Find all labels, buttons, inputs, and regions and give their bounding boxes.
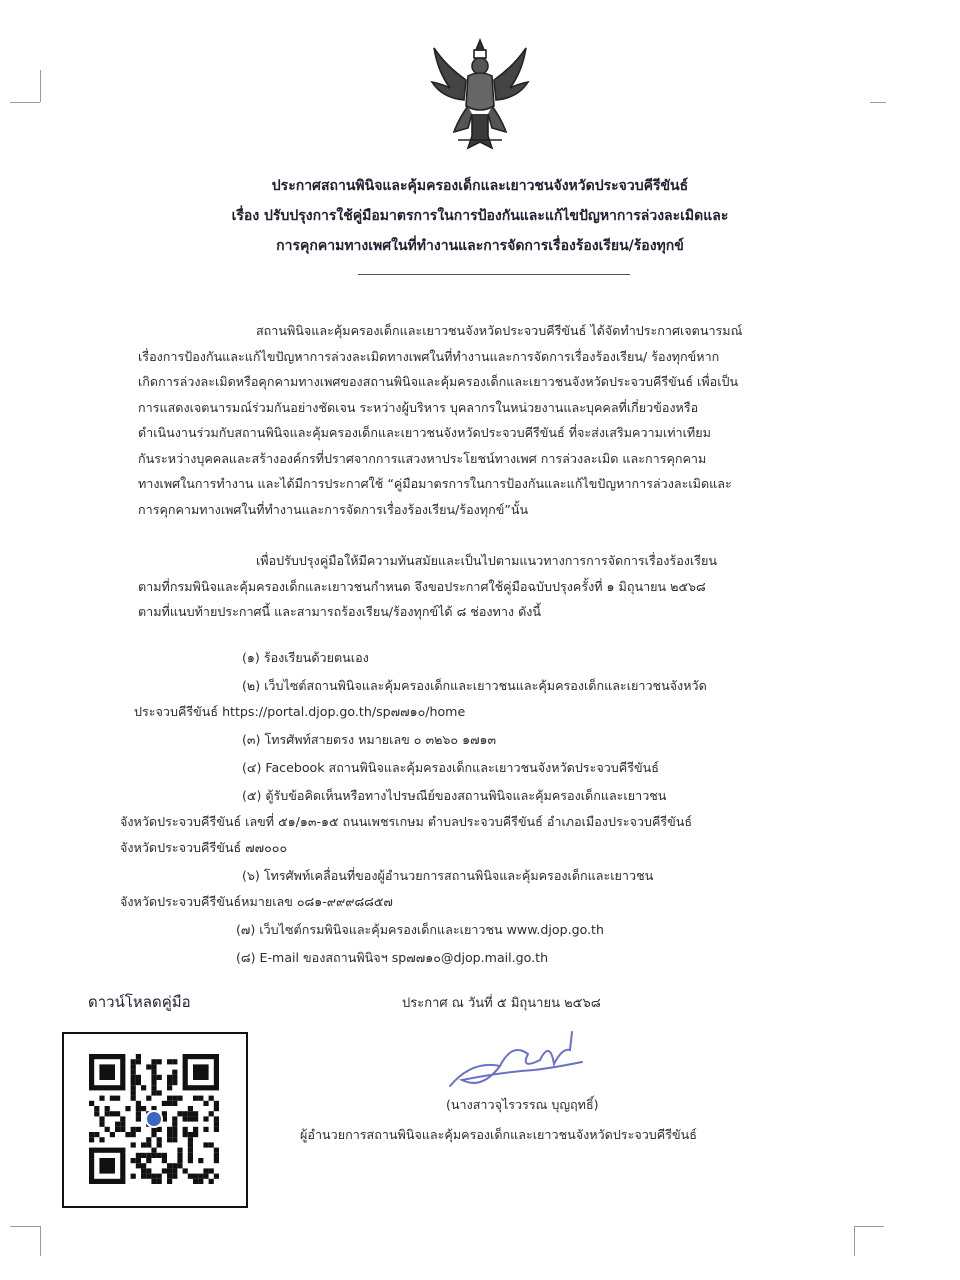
paragraph-2: [138, 548, 838, 625]
announcement-date: ประกาศ ณ วันที่ ๕ มิถุนายน ๒๕๖๘: [402, 996, 601, 1011]
crop-mark-bottom-right: [854, 1226, 855, 1256]
channel-5: (๕) ตู้รับข้อคิดเห็นหรือทางไปรษณีย์ของสถานพินิจและคุ้มครองเด็กและเยาวชน: [242, 788, 667, 803]
p1-line: ทางเพศในการทำงาน และได้มีการประกาศใช้ “คู่มือมาตรการในการป้องกันและแก้ไขปัญหาการล่วงละเมิดและ: [138, 476, 732, 491]
download-manual-label: ดาวน์โหลดคู่มือ: [88, 993, 191, 1011]
announcement-title: ประกาศสถานพินิจและคุ้มครองเด็กและเยาวชนจังหวัดประจวบคีรีขันธ์: [271, 178, 689, 194]
crop-mark-bottom-right-h: [854, 1226, 884, 1227]
announcement-subject-cont: การคุกคามทางเพศในที่ทำงานและการจัดการเรื่องร้องเรียน/ร้องทุกข์: [276, 238, 684, 254]
p2-line: เพื่อปรับปรุงคู่มือให้มีความทันสมัยและเป็นไปตามแนวทางการการจัดการเรื่องร้องเรียน: [256, 553, 717, 568]
announcement-subject: เรื่อง ปรับปรุงการใช้คู่มือมาตรการในการป้องกันและแก้ไขปัญหาการล่วงละเมิดและ: [231, 208, 729, 224]
p1-line: การคุกคามทางเพศในที่ทำงานและการจัดการเรื่องร้องเรียน/ร้องทุกข์”นั้น: [138, 501, 529, 517]
p1-line: ดำเนินงานร่วมกับสถานพินิจและคุ้มครองเด็กและเยาวชนจังหวัดประจวบคีรีขันธ์ ที่จะส่งเสริมความเท่าเทียม: [138, 425, 711, 440]
crop-mark-top-left: [40, 70, 41, 102]
channel-5-address: จังหวัดประจวบคีรีขันธ์ เลขที่ ๕๑/๑๓-๑๕ ถนนเพชรเกษม ตำบลประจวบคีรีขันธ์ อำเภอเมืองประจวบคีรีขันธ์: [120, 814, 693, 829]
crop-mark-bottom-left: [40, 1226, 41, 1256]
heading-divider: [358, 274, 630, 275]
p2-line: ตามที่แนบท้ายประกาศนี้ และสามารถร้องเรียน/ร้องทุกข์ได้ ๘ ช่องทาง ดังนี้: [138, 604, 542, 619]
qr-code-frame[interactable]: [62, 1032, 248, 1208]
p1-line: สถานพินิจและคุ้มครองเด็กและเยาวชนจังหวัดประจวบคีรีขันธ์ ได้จัดทำประกาศเจตนารมณ์: [256, 323, 743, 338]
crop-mark-top-right-h: [870, 102, 886, 103]
p1-line: เกิดการล่วงละเมิดหรือคุกคามทางเพศของสถานพินิจและคุ้มครองเด็กและเยาวชนจังหวัดประจวบคีรีขันธ์ เพื่อเป็น: [138, 374, 739, 389]
p1-line: กันระหว่างบุคคลและสร้างองค์กรที่ปราศจากการแสวงหาประโยชน์ทางเพศ การล่วงละเมิด และการคุกคาม: [138, 450, 707, 466]
p1-line: เรื่องการป้องกันและแก้ไขปัญหาการล่วงละเมิดทางเพศในที่ทำงานและการจัดการเรื่องร้องเรียน/ ร้องทุกข์หาก: [138, 348, 720, 364]
channel-2: (๒) เว็บไซต์สถานพินิจและคุ้มครองเด็กและเยาวชนและคุ้มครองเด็กและเยาวชนจังหวัด: [242, 678, 707, 693]
channel-3: (๓) โทรศัพท์สายตรง หมายเลข ๐ ๓๒๖๐ ๑๗๑๓: [242, 732, 497, 747]
garuda-emblem-icon: [428, 36, 532, 154]
p2-line: ตามที่กรมพินิจและคุ้มครองเด็กและเยาวชนกำหนด จึงขอประกาศใช้คู่มือฉบับปรุงครั้งที่ ๑ มิถุนายน ๒๕๖๘: [138, 578, 706, 594]
signer-name: (นางสาวจุไรวรรณ บุญฤทธิ์): [446, 1097, 599, 1112]
channel-2-url[interactable]: ประจวบคีรีขันธ์ https://portal.djop.go.th/sp๗๗๑๐/home: [134, 704, 466, 719]
channel-5-postcode: จังหวัดประจวบคีรีขันธ์ ๗๗๐๐๐: [120, 840, 288, 855]
channel-6: (๖) โทรศัพท์เคลื่อนที่ของผู้อำนวยการสถานพินิจและคุ้มครองเด็กและเยาวชน: [242, 868, 654, 883]
qr-code-icon[interactable]: [64, 1034, 246, 1206]
channel-1: (๑) ร้องเรียนด้วยตนเอง: [242, 650, 369, 665]
p1-line: การแสดงเจตนารมณ์ร่วมกันอย่างชัดเจน ระหว่างผู้บริหาร บุคลากรในหน่วยงานและบุคคลที่เกี่ยวข้องหรือ: [138, 399, 699, 415]
signature-icon: [442, 1020, 592, 1100]
crop-mark-top-left-h: [10, 102, 40, 103]
signer-title: ผู้อำนวยการสถานพินิจและคุ้มครองเด็กและเยาวชนจังหวัดประจวบคีรีขันธ์: [300, 1127, 697, 1142]
channel-4: (๔) Facebook สถานพินิจและคุ้มครองเด็กและเยาวชนจังหวัดประจวบคีรีขันธ์: [242, 760, 659, 775]
channel-6-phone: จังหวัดประจวบคีรีขันธ์หมายเลข ๐๘๑-๙๙๙๘๘๕๗: [120, 894, 393, 909]
channel-8[interactable]: (๘) E-mail ของสถานพินิจฯ sp๗๗๑๐@djop.mail.go.th: [236, 950, 549, 965]
channel-7[interactable]: (๗) เว็บไซต์กรมพินิจและคุ้มครองเด็กและเยาวชน www.djop.go.th: [236, 922, 604, 937]
crop-mark-bottom-left-h: [10, 1226, 40, 1227]
paragraph-1: [138, 318, 838, 522]
